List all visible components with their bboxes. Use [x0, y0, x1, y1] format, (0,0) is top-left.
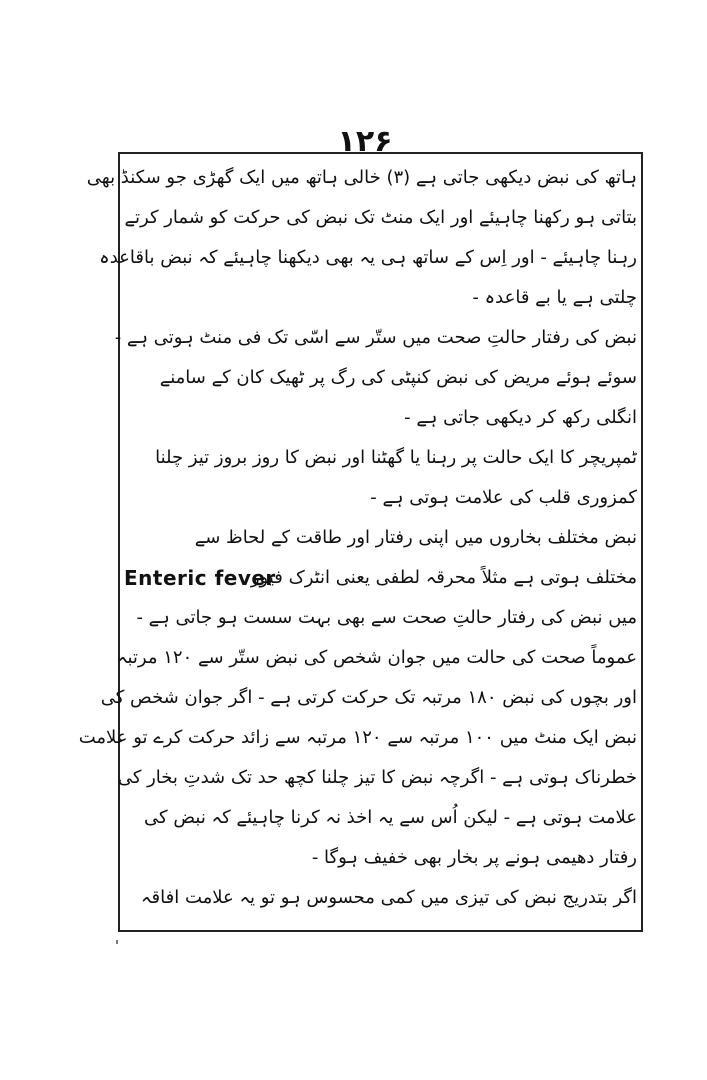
text-line-17: علامت ہوتی ہے - لیکن اُس سے یہ اخذ نہ کرنا چاہیئے کہ نبض کی — [144, 807, 637, 828]
text-line-4: چلتی ہے یا بے قاعدہ - — [472, 287, 637, 308]
text-line-2: بتاتی ہو رکھنا چاہیئے اور ایک منٹ تک نبض کی حرکت کو شمار کرتے — [124, 207, 637, 228]
text-line-8: ٹمپریچر کا ایک حالت پر رہنا یا گھٹنا اور نبض کا روز بروز تیز چلنا — [155, 447, 637, 468]
page-number: ۱۲۶ — [337, 124, 393, 159]
text-line-14: اور بچوں کی نبض ۱۸۰ مرتبہ تک حرکت کرتی ہے - اگر جوان شخص کی — [100, 687, 637, 708]
text-line-1: ہاتھ کی نبض دیکھی جاتی ہے (۳) خالی ہاتھ میں ایک گھڑی جو سکنڈ بھی — [86, 167, 637, 188]
text-line-19: اگر بتدریج نبض کی تیزی میں کمی محسوس ہو تو یہ علامت افاقہ — [141, 887, 637, 908]
urdu-segment: مختلف ہوتی ہے مثلاً محرقہ لطفی یعنی انٹرک فیور — [250, 567, 637, 588]
text-line-13: عموماً صحت کی حالت میں جوان شخص کی نبض ستّر سے ۱۲۰ مرتبہ — [116, 647, 637, 668]
text-line-3: رہنا چاہیئے - اور اِس کے ساتھ ہی یہ بھی دیکھنا چاہیئے کہ نبض باقاعدہ — [99, 247, 637, 268]
text-line-6: سوئے ہوئے مریض کی نبض کنپٹی کی رگ پر ٹھیک کان کے سامنے — [159, 367, 637, 388]
english-term: Enteric fever — [124, 566, 276, 590]
text-line-10: نبض مختلف بخاروں میں اپنی رفتار اور طاقت کے لحاظ سے — [194, 527, 637, 548]
text-line-7: انگلی رکھ کر دیکھی جاتی ہے - — [404, 407, 637, 428]
margin-speck — [116, 940, 118, 944]
text-line-5: نبض کی رفتار حالتِ صحت میں ستّر سے اسّی تک فی منٹ ہوتی ہے - — [114, 327, 637, 348]
text-line-9: کمزوری قلب کی علامت ہوتی ہے - — [370, 487, 637, 508]
text-line-16: خطرناک ہوتی ہے - اگرچہ نبض کا تیز چلنا کچھ حد تک شدتِ بخار کی — [117, 767, 637, 788]
text-line-12: میں نبض کی رفتار حالتِ صحت سے بھی بہت سست ہو جاتی ہے - — [136, 607, 637, 628]
text-line-11 — [124, 560, 637, 596]
text-line-18: رفتار دھیمی ہونے پر بخار بھی خفیف ہوگا - — [311, 847, 637, 868]
urdu-text-block — [78, 156, 637, 926]
text-line-15: نبض ایک منٹ میں ۱۰۰ مرتبہ سے ۱۲۰ مرتبہ سے زائد حرکت کرے تو علامت — [78, 727, 637, 748]
